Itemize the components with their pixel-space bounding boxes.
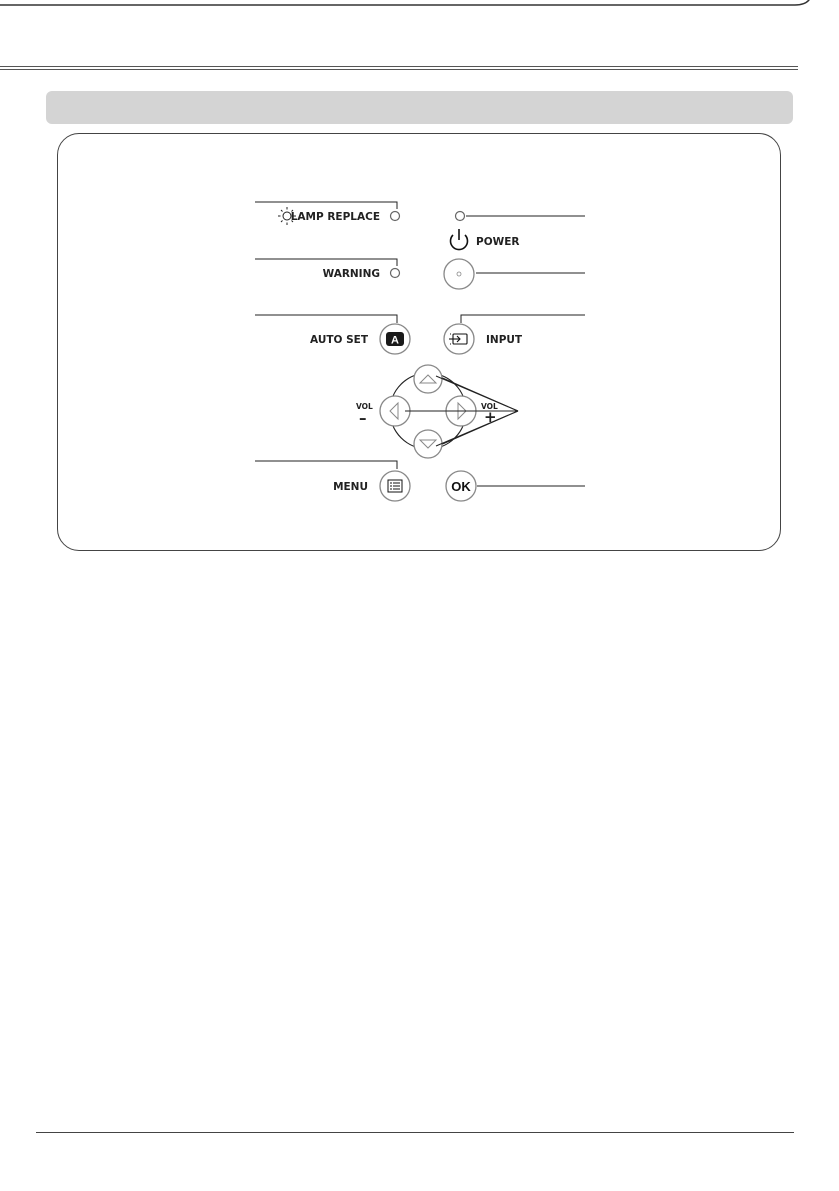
up-button[interactable] [414, 365, 442, 393]
ok-button-label: OK [451, 479, 471, 494]
callout-line-warning [255, 259, 397, 266]
warning-label: WARNING [322, 268, 380, 280]
vol-plus-sign: + [484, 408, 497, 426]
callout-line-auto-set [255, 315, 397, 323]
power-indicator [456, 212, 465, 221]
lamp-replace-indicator [391, 212, 400, 221]
input-label: INPUT [486, 334, 523, 346]
auto-set-label: AUTO SET [310, 334, 368, 346]
warning-indicator [391, 269, 400, 278]
callout-line-input [461, 315, 585, 323]
callout-line-menu [255, 461, 397, 469]
power-icon [450, 229, 467, 250]
down-button[interactable] [414, 430, 442, 458]
power-button[interactable] [444, 259, 474, 289]
callout-line-lamp-replace [255, 202, 397, 209]
auto-set-key-letter: A [391, 334, 399, 347]
vol-minus-label: VOL [356, 402, 373, 411]
power-label: POWER [476, 236, 520, 248]
footer-rule [36, 1132, 794, 1133]
vol-plus-label: VOL [481, 402, 498, 411]
vol-minus-sign: – [359, 409, 367, 427]
lamp-replace-label: LAMP REPLACE [290, 211, 380, 223]
menu-label: MENU [333, 481, 368, 493]
